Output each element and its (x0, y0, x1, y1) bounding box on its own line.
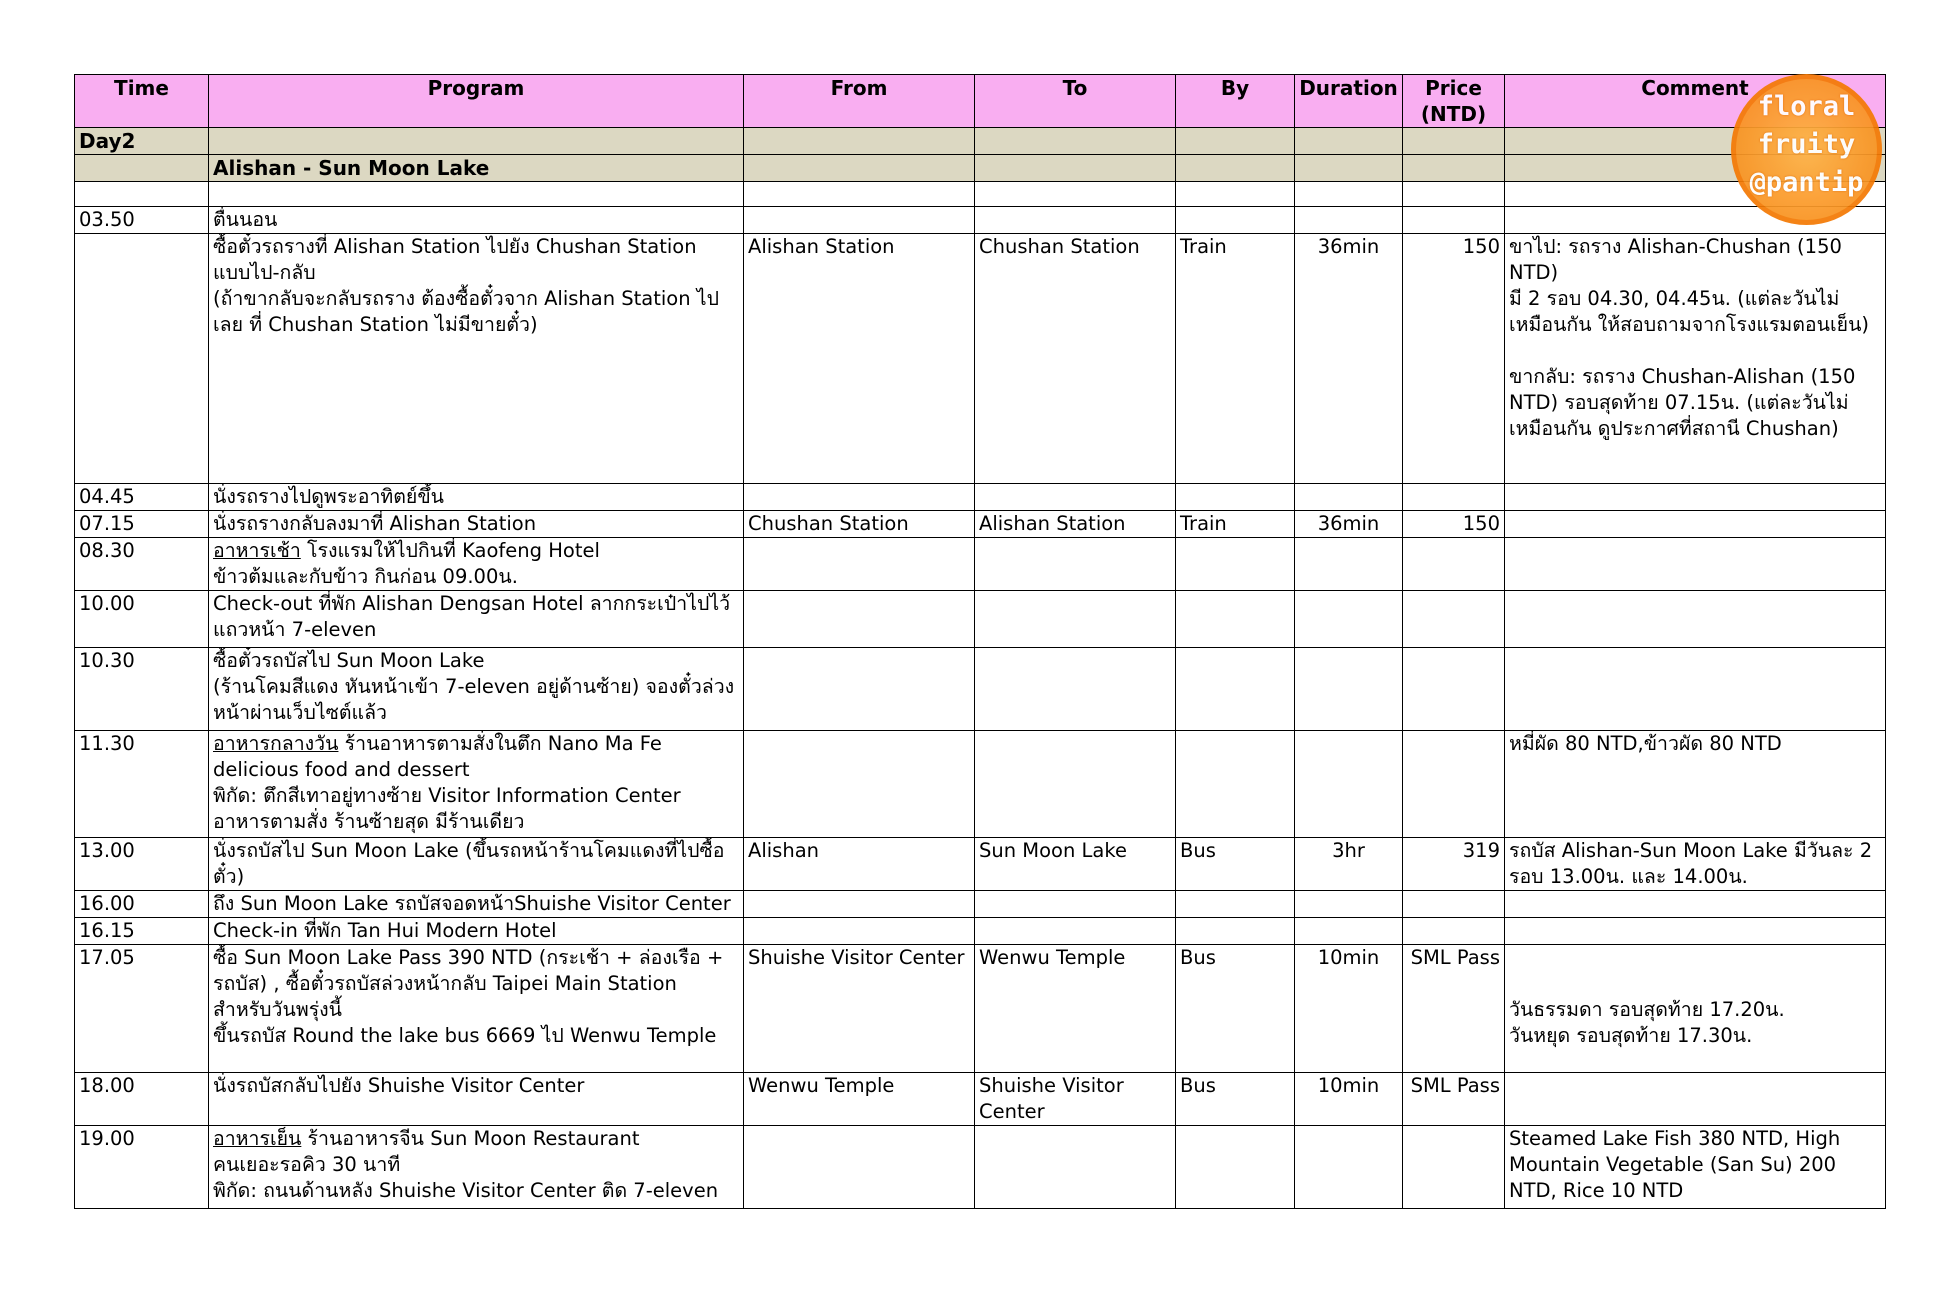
header-price: Price (NTD) (1403, 75, 1505, 128)
cell-program: ซื้อตั๋วรถรางที่ Alishan Station ไปยัง Chushan Station แบบไป-กลับ (ถ้าขากลับจะกลับรถราง ต้องซื้อตั๋วจาก Alishan Station ไปเลย ที่ Chushan Station ไม่มีขายตั๋ว) (209, 234, 744, 484)
cell-duration: 10min (1295, 945, 1403, 1073)
cell-program: ตื่นนอน (209, 207, 744, 234)
cell-by: Train (1176, 511, 1295, 538)
header-program: Program (209, 75, 744, 128)
cell-from (744, 538, 975, 591)
cell-from: Shuishe Visitor Center (744, 945, 975, 1073)
cell-price (1403, 891, 1505, 918)
cell-program: ซื้อ Sun Moon Lake Pass 390 NTD (กระเช้า + ล่องเรือ + รถบัส) , ซื้อตั๋วรถบัสล่วงหน้ากลับ Taipei Main Station สำหรับวันพรุ่งนี้ ขึ้นรถบัส Round the lake bus 6669 ไป Wenwu Temple (209, 945, 744, 1073)
cell-to (975, 484, 1176, 511)
cell-time: 08.30 (75, 538, 209, 591)
cell-duration: 36min (1295, 234, 1403, 484)
header-row (75, 75, 1886, 128)
cell-program: นั่งรถรางไปดูพระอาทิตย์ขึ้น (209, 484, 744, 511)
logo-line-2: fruity (1757, 129, 1856, 160)
program-text: โรงแรมให้ไปกินที่ Kaofeng Hotel ข้าวต้มและกับข้าว กินก่อน 09.00น. (213, 539, 600, 588)
cell-program: Check-out ที่พัก Alishan Dengsan Hotel ลากกระเป๋าไปไว้แถวหน้า 7-eleven (209, 591, 744, 648)
itinerary-row (75, 207, 1886, 234)
cell-comment (1505, 511, 1886, 538)
itinerary-row (75, 731, 1886, 838)
meal-label: อาหารเย็น (213, 1127, 302, 1150)
itinerary-row (75, 945, 1886, 1073)
cell-program: ถึง Sun Moon Lake รถบัสจอดหน้าShuishe Visitor Center (209, 891, 744, 918)
cell-by (1176, 918, 1295, 945)
meal-label: อาหารกลางวัน (213, 732, 339, 755)
cell-from: Wenwu Temple (744, 1073, 975, 1126)
cell-time: 16.15 (75, 918, 209, 945)
header-by: By (1176, 75, 1295, 128)
cell-comment (1505, 591, 1886, 648)
cell-from: Chushan Station (744, 511, 975, 538)
cell-by (1176, 731, 1295, 838)
cell-comment (1505, 891, 1886, 918)
cell-by (1176, 591, 1295, 648)
cell-duration (1295, 484, 1403, 511)
cell-by (1176, 484, 1295, 511)
logo-line-3: @pantip (1749, 167, 1864, 198)
cell-to (975, 918, 1176, 945)
cell-time: 10.00 (75, 591, 209, 648)
cell-time: 16.00 (75, 891, 209, 918)
cell-time: 07.15 (75, 511, 209, 538)
cell-by (1176, 1126, 1295, 1209)
cell-duration (1295, 731, 1403, 838)
cell-time: 18.00 (75, 1073, 209, 1126)
cell-duration (1295, 891, 1403, 918)
cell-from (744, 918, 975, 945)
cell-comment: วันธรรมดา รอบสุดท้าย 17.20น. วันหยุด รอบสุดท้าย 17.30น. (1505, 945, 1886, 1073)
cell-time: 04.45 (75, 484, 209, 511)
cell-duration (1295, 207, 1403, 234)
route-title: Alishan - Sun Moon Lake (209, 155, 744, 182)
route-row (75, 155, 1886, 182)
cell-price (1403, 1126, 1505, 1209)
cell-by: Bus (1176, 1073, 1295, 1126)
cell-price: 150 (1403, 234, 1505, 484)
header-comment: Comment (1505, 75, 1886, 128)
floral-fruity-logo (1731, 74, 1882, 225)
itinerary-row (75, 511, 1886, 538)
cell-to: Shuishe Visitor Center (975, 1073, 1176, 1126)
cell-price (1403, 207, 1505, 234)
cell-duration: 36min (1295, 511, 1403, 538)
cell-time: 13.00 (75, 838, 209, 891)
cell-program: ซื้อตั๋วรถบัสไป Sun Moon Lake (ร้านโคมสีแดง หันหน้าเข้า 7-eleven อยู่ด้านซ้าย) จองตั๋วล่วงหน้าผ่านเว็บไซต์แล้ว (209, 648, 744, 731)
cell-from (744, 207, 975, 234)
cell-from: Alishan Station (744, 234, 975, 484)
cell-by (1176, 891, 1295, 918)
cell-price (1403, 731, 1505, 838)
cell-program (209, 1126, 744, 1209)
itinerary-row (75, 891, 1886, 918)
itinerary-table (74, 74, 1886, 1209)
cell-comment (1505, 918, 1886, 945)
cell-from (744, 591, 975, 648)
cell-to: Sun Moon Lake (975, 838, 1176, 891)
cell-price: SML Pass (1403, 945, 1505, 1073)
itinerary-row (75, 234, 1886, 484)
cell-time: 11.30 (75, 731, 209, 838)
cell-price: 319 (1403, 838, 1505, 891)
cell-to: Alishan Station (975, 511, 1176, 538)
cell-duration (1295, 538, 1403, 591)
header-from: From (744, 75, 975, 128)
cell-time: 17.05 (75, 945, 209, 1073)
cell-comment: รถบัส Alishan-Sun Moon Lake มีวันละ 2 รอบ 13.00น. และ 14.00น. (1505, 838, 1886, 891)
cell-from (744, 731, 975, 838)
cell-to (975, 207, 1176, 234)
cell-to: Wenwu Temple (975, 945, 1176, 1073)
day-label: Day2 (75, 128, 209, 155)
cell-price (1403, 591, 1505, 648)
cell-to (975, 891, 1176, 918)
itinerary-row (75, 648, 1886, 731)
cell-comment: หมี่ผัด 80 NTD,ข้าวผัด 80 NTD (1505, 731, 1886, 838)
cell-program: Check-in ที่พัก Tan Hui Modern Hotel (209, 918, 744, 945)
itinerary-row (75, 591, 1886, 648)
itinerary-row (75, 918, 1886, 945)
cell-duration (1295, 648, 1403, 731)
cell-program: นั่งรถบัสกลับไปยัง Shuishe Visitor Center (209, 1073, 744, 1126)
cell-to: Chushan Station (975, 234, 1176, 484)
cell-from (744, 1126, 975, 1209)
cell-price (1403, 538, 1505, 591)
cell-to (975, 731, 1176, 838)
cell-program (209, 538, 744, 591)
cell-comment (1505, 1073, 1886, 1126)
header-duration: Duration (1295, 75, 1403, 128)
cell-time: 19.00 (75, 1126, 209, 1209)
header-time: Time (75, 75, 209, 128)
cell-time: 10.30 (75, 648, 209, 731)
cell-duration: 3hr (1295, 838, 1403, 891)
cell-from (744, 484, 975, 511)
itinerary-row (75, 1073, 1886, 1126)
cell-to (975, 648, 1176, 731)
cell-from (744, 648, 975, 731)
cell-program: นั่งรถรางกลับลงมาที่ Alishan Station (209, 511, 744, 538)
cell-comment: ขาไป: รถราง Alishan-Chushan (150 NTD) มี 2 รอบ 04.30, 04.45น. (แต่ละวันไม่เหมือนกัน ให้สอบถามจากโรงแรมตอนเย็น) ขากลับ: รถราง Chushan-Alishan (150 NTD) รอบสุดท้าย 07.15น. (แต่ละวันไม่เหมือนกัน ดูประกาศที่สถานี Chushan) (1505, 234, 1886, 484)
cell-comment (1505, 648, 1886, 731)
cell-by: Train (1176, 234, 1295, 484)
cell-price (1403, 918, 1505, 945)
cell-by (1176, 207, 1295, 234)
cell-to (975, 591, 1176, 648)
logo-line-1: floral (1757, 91, 1856, 122)
cell-duration (1295, 1126, 1403, 1209)
cell-duration (1295, 918, 1403, 945)
cell-by: Bus (1176, 945, 1295, 1073)
header-to: To (975, 75, 1176, 128)
cell-comment (1505, 484, 1886, 511)
program-text: ร้านอาหารตามสั่งในตึก Nano Ma Fe delicious food and dessert พิกัด: ตึกสีเทาอยู่ทางซ้าย Visitor Information Center อาหารตามสั่ง ร้านซ้ายสุด มีร้านเดียว (213, 732, 681, 833)
cell-by (1176, 538, 1295, 591)
cell-program: นั่งรถบัสไป Sun Moon Lake (ขึ้นรถหน้าร้านโคมแดงที่ไปซื้อตั๋ว) (209, 838, 744, 891)
cell-comment (1505, 538, 1886, 591)
cell-by: Bus (1176, 838, 1295, 891)
itinerary-row (75, 1126, 1886, 1209)
cell-from (744, 891, 975, 918)
day-row (75, 128, 1886, 155)
cell-comment: Steamed Lake Fish 380 NTD, High Mountain Vegetable (San Su) 200 NTD, Rice 10 NTD (1505, 1126, 1886, 1209)
cell-price: 150 (1403, 511, 1505, 538)
cell-duration: 10min (1295, 1073, 1403, 1126)
cell-to (975, 1126, 1176, 1209)
program-text: ร้านอาหารจีน Sun Moon Restaurant คนเยอะรอคิว 30 นาที พิกัด: ถนนด้านหลัง Shuishe Visitor Center ติด 7-eleven (213, 1127, 719, 1202)
itinerary-row (75, 484, 1886, 511)
cell-time: 03.50 (75, 207, 209, 234)
cell-duration (1295, 591, 1403, 648)
itinerary-row (75, 838, 1886, 891)
cell-time (75, 234, 209, 484)
cell-price: SML Pass (1403, 1073, 1505, 1126)
cell-program (209, 731, 744, 838)
cell-price (1403, 648, 1505, 731)
cell-by (1176, 648, 1295, 731)
meal-label: อาหารเช้า (213, 539, 301, 562)
itinerary-row (75, 538, 1886, 591)
cell-to (975, 538, 1176, 591)
spacer-row (75, 182, 1886, 207)
cell-from: Alishan (744, 838, 975, 891)
cell-price (1403, 484, 1505, 511)
